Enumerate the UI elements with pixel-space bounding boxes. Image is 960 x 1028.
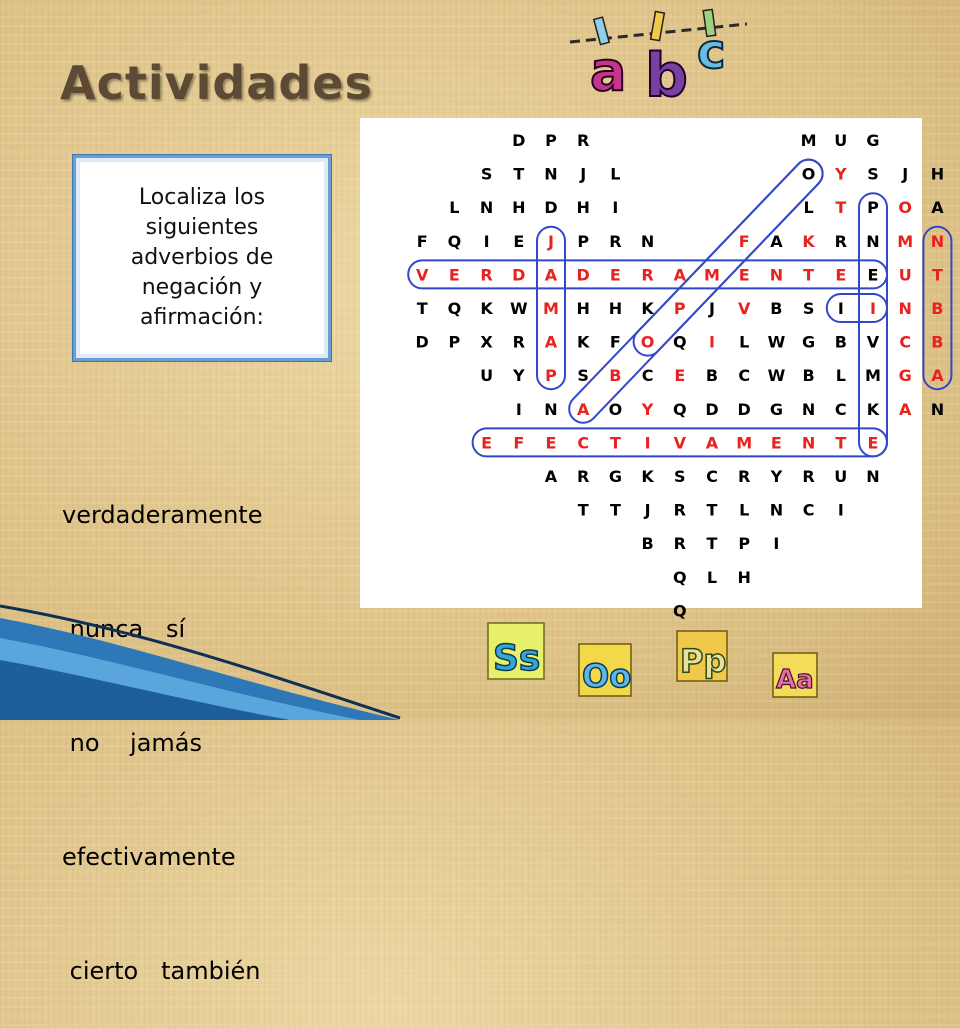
- grid-letter: A: [931, 366, 944, 386]
- grid-letter: N: [769, 500, 784, 520]
- grid-letter: N: [898, 299, 912, 318]
- grid-letter: A: [544, 467, 558, 486]
- grid-letter: Y: [513, 366, 525, 386]
- grid-letter: C: [706, 467, 718, 486]
- grid-letter: P: [545, 131, 557, 150]
- grid-letter: H: [576, 299, 590, 318]
- grid-letter: Q: [447, 231, 462, 251]
- grid-letter: K: [480, 299, 493, 318]
- grid-letter: V: [738, 299, 751, 318]
- grid-letter: R: [738, 467, 751, 486]
- grid-letter: R: [577, 131, 590, 150]
- grid-letter: N: [640, 231, 655, 251]
- svg-text:b: b: [645, 41, 688, 111]
- grid-letter: W: [767, 332, 786, 352]
- word-list-item: nunca sí: [62, 615, 186, 643]
- found-word-circle: [563, 154, 828, 429]
- grid-letter: B: [641, 534, 654, 554]
- slide-title: Actividades: [60, 56, 373, 110]
- grid-letter: K: [641, 467, 654, 486]
- grid-letter: R: [641, 265, 654, 285]
- grid-letter: V: [673, 433, 686, 453]
- grid-letter: C: [738, 366, 751, 386]
- grid-letter: Q: [672, 567, 687, 587]
- grid-letter: S: [802, 299, 815, 318]
- grid-letter: B: [834, 332, 847, 352]
- grid-letter: J: [902, 164, 909, 184]
- grid-letter: V: [866, 332, 880, 352]
- grid-letter: Y: [641, 399, 654, 419]
- grid-letter: E: [770, 433, 782, 453]
- grid-letter: X: [480, 332, 493, 352]
- grid-letter: N: [479, 198, 494, 218]
- grid-letter: T: [577, 500, 589, 520]
- grid-letter: G: [769, 399, 783, 419]
- svg-text:Pp: Pp: [680, 642, 727, 680]
- instruction-box: [73, 155, 331, 361]
- abc-letters-icon: [565, 4, 750, 111]
- grid-letter: O: [640, 332, 655, 352]
- grid-letter: R: [609, 231, 622, 251]
- grid-letter: H: [608, 299, 623, 318]
- grid-letter: O: [801, 164, 816, 184]
- grid-letter: P: [867, 198, 879, 218]
- svg-text:Ss: Ss: [493, 638, 541, 679]
- grid-letter: G: [898, 366, 912, 386]
- grid-letter: R: [577, 467, 590, 486]
- grid-letter: I: [483, 231, 490, 251]
- grid-letter: T: [803, 265, 815, 285]
- corner-swoosh-decoration: [0, 600, 400, 720]
- grid-letter: I: [837, 500, 844, 520]
- svg-text:Oo: Oo: [582, 657, 632, 695]
- grid-letter: E: [867, 433, 879, 453]
- grid-letter: I: [612, 198, 619, 218]
- grid-letter: V: [416, 265, 429, 285]
- grid-letter: C: [641, 366, 654, 386]
- grid-letter: D: [544, 198, 558, 218]
- grid-letter: E: [867, 265, 879, 285]
- grid-letter: E: [481, 433, 493, 453]
- grid-letter: H: [930, 164, 945, 184]
- grid-letter: T: [706, 500, 718, 520]
- grid-letter: R: [512, 332, 525, 352]
- grid-letter: K: [802, 231, 815, 251]
- grid-letter: I: [644, 433, 651, 453]
- grid-letter: B: [770, 299, 783, 318]
- found-word-circle: [628, 154, 829, 362]
- grid-letter: N: [930, 399, 945, 419]
- grid-letter: C: [577, 433, 590, 453]
- grid-letter: E: [545, 433, 557, 453]
- word-list-item: verdaderamente: [62, 501, 263, 529]
- grid-letter: N: [801, 399, 816, 419]
- grid-letter: G: [866, 131, 880, 150]
- grid-letter: I: [870, 299, 876, 318]
- grid-letter: C: [802, 500, 815, 520]
- letter-p-tile-icon: [676, 630, 728, 682]
- grid-letter: E: [835, 265, 847, 285]
- grid-letter: J: [580, 164, 587, 184]
- word-list-item: cierto también: [62, 957, 261, 985]
- grid-letter: I: [773, 534, 780, 554]
- grid-letter: L: [449, 198, 460, 218]
- grid-letter: N: [866, 231, 880, 251]
- grid-letter: L: [610, 164, 621, 184]
- grid-letter: H: [737, 567, 751, 587]
- grid-letter: U: [898, 265, 912, 285]
- grid-letter: S: [674, 467, 686, 486]
- grid-letter: I: [709, 332, 715, 352]
- grid-letter: D: [705, 399, 719, 419]
- grid-letter: A: [577, 399, 590, 419]
- word-list: [62, 420, 352, 1028]
- grid-letter: O: [608, 399, 623, 419]
- grid-letter: D: [737, 399, 751, 419]
- grid-letter: C: [834, 399, 847, 419]
- grid-letter: S: [577, 366, 589, 386]
- word-search-grid: [360, 118, 945, 621]
- grid-letter: H: [512, 198, 526, 218]
- grid-letter: D: [576, 265, 590, 285]
- grid-letter: F: [416, 231, 428, 251]
- instruction-text: Localiza los siguientes adverbios de negación y afirmación:: [130, 185, 274, 330]
- grid-letter: T: [835, 198, 847, 218]
- grid-letter: B: [609, 366, 622, 386]
- grid-letter: K: [866, 399, 880, 419]
- grid-letter: F: [513, 433, 525, 453]
- grid-letter: R: [480, 265, 493, 285]
- word-search-puzzle: [360, 118, 945, 621]
- grid-letter: H: [576, 198, 590, 218]
- grid-letter: L: [739, 332, 750, 352]
- grid-letter: N: [930, 231, 945, 251]
- grid-letter: T: [513, 164, 525, 184]
- grid-letter: N: [544, 399, 558, 419]
- grid-letter: L: [706, 567, 718, 587]
- grid-letter: Q: [672, 332, 687, 352]
- grid-letter: M: [897, 231, 914, 251]
- grid-letter: U: [834, 131, 848, 150]
- grid-letter: J: [548, 231, 554, 251]
- grid-letter: P: [448, 332, 461, 352]
- letter-a-tile-icon: [772, 652, 818, 698]
- grid-letter: N: [866, 467, 880, 486]
- grid-letter: M: [543, 299, 559, 318]
- grid-letter: R: [834, 231, 847, 251]
- grid-letter: P: [738, 534, 751, 554]
- grid-letter: F: [609, 332, 621, 352]
- grid-letter: U: [834, 467, 848, 486]
- grid-letter: E: [674, 366, 686, 386]
- grid-letter: R: [673, 534, 686, 554]
- grid-letter: B: [802, 366, 815, 386]
- grid-letter: L: [803, 198, 814, 218]
- grid-letter: E: [609, 265, 621, 285]
- grid-letter: W: [767, 366, 786, 386]
- grid-letter: E: [513, 231, 525, 251]
- grid-letter: Y: [835, 164, 847, 184]
- grid-letter: W: [509, 299, 528, 318]
- grid-letter: E: [448, 265, 460, 285]
- grid-letter: T: [609, 500, 621, 520]
- grid-letter: U: [480, 366, 494, 386]
- grid-letter: P: [577, 231, 590, 251]
- grid-letter: P: [673, 299, 686, 318]
- grid-letter: L: [739, 500, 750, 520]
- grid-letter: I: [515, 399, 522, 419]
- grid-letter: N: [801, 433, 816, 453]
- grid-letter: Y: [770, 467, 783, 486]
- letter-o-tile-icon: [578, 643, 632, 697]
- grid-letter: D: [512, 265, 526, 285]
- grid-letter: O: [898, 198, 913, 218]
- grid-letter: I: [837, 299, 844, 318]
- grid-letter: K: [576, 332, 590, 352]
- grid-letter: A: [705, 433, 719, 453]
- grid-letter: A: [673, 265, 686, 285]
- grid-letter: D: [415, 332, 429, 352]
- grid-letter: N: [544, 164, 558, 184]
- grid-letter: N: [769, 265, 784, 285]
- found-word-circle: [827, 294, 887, 322]
- letter-s-tile-icon: [487, 622, 545, 680]
- grid-letter: S: [480, 164, 493, 184]
- grid-letter: R: [802, 467, 815, 486]
- grid-letter: B: [931, 299, 944, 318]
- word-list-item: efectivamente: [62, 843, 236, 871]
- grid-letter: Q: [447, 299, 462, 318]
- grid-letter: A: [544, 265, 558, 285]
- grid-letter: A: [770, 231, 783, 251]
- grid-letter: G: [802, 332, 816, 352]
- grid-letter: B: [705, 366, 719, 386]
- grid-letter: E: [738, 265, 750, 285]
- grid-letter: F: [738, 231, 750, 251]
- grid-letter: R: [673, 500, 686, 520]
- grid-letter: S: [867, 164, 879, 184]
- grid-letter: G: [608, 467, 622, 486]
- grid-letter: P: [545, 366, 557, 386]
- grid-letter: T: [931, 265, 943, 285]
- grid-letter: T: [416, 299, 428, 318]
- grid-letter: T: [609, 433, 621, 453]
- grid-letter: D: [512, 131, 526, 150]
- svg-text:c: c: [697, 24, 726, 80]
- grid-letter: C: [899, 332, 912, 352]
- grid-letter: A: [899, 399, 912, 419]
- grid-letter: B: [931, 332, 944, 352]
- grid-letter: A: [544, 332, 558, 352]
- grid-letter: M: [865, 366, 881, 386]
- grid-letter: M: [736, 433, 753, 453]
- grid-letter: L: [835, 366, 846, 386]
- grid-letter: Q: [672, 399, 687, 419]
- grid-letter: Q: [672, 601, 687, 621]
- grid-letter: A: [931, 198, 944, 218]
- grid-letter: J: [644, 500, 651, 520]
- grid-letter: M: [800, 131, 817, 150]
- grid-letter: T: [835, 433, 847, 453]
- svg-text:Aa: Aa: [776, 665, 814, 695]
- grid-letter: M: [704, 265, 720, 285]
- grid-letter: T: [706, 534, 718, 554]
- grid-letter: K: [641, 299, 654, 318]
- word-list-item: no jamás: [62, 729, 203, 757]
- grid-letter: J: [709, 299, 715, 318]
- svg-text:a: a: [590, 40, 627, 103]
